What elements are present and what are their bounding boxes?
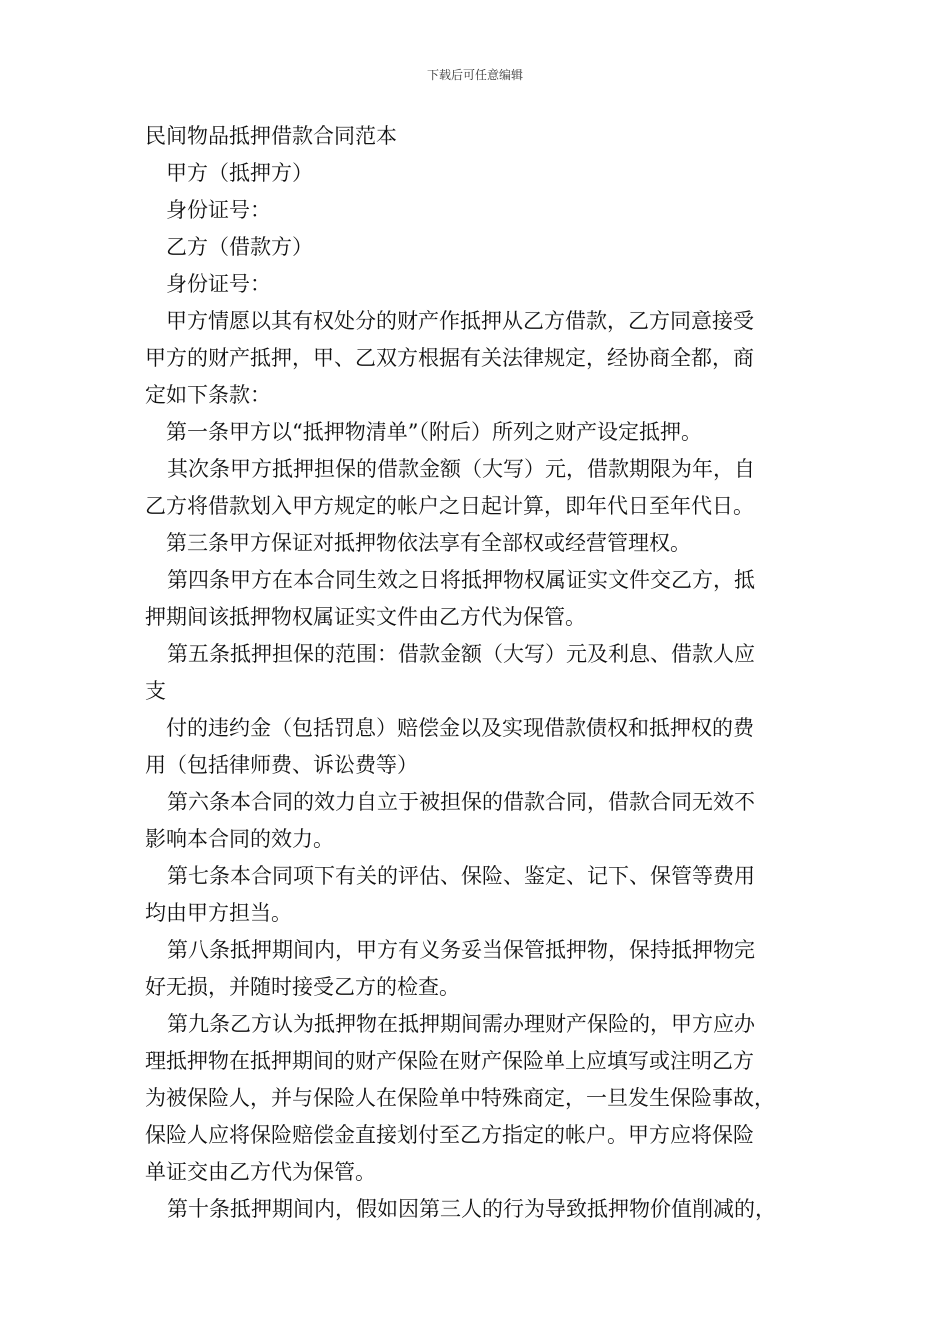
party-a-line: 甲方（抵押方） [166, 161, 313, 185]
article-7-line-2: 均由甲方担当。 [145, 901, 292, 925]
preamble-line-1: 甲方情愿以其有权处分的财产作抵押从乙方借款，乙方同意接受 [166, 309, 754, 333]
preamble-line-3: 定如下条款： [145, 383, 271, 407]
article-2-line-2: 乙方将借款划入甲方规定的帐户之日起计算，即年代日至年代日。 [145, 494, 754, 518]
article-4-line-2: 押期间该抵押物权属证实文件由乙方代为保管。 [145, 605, 586, 629]
preamble-line-2: 甲方的财产抵押，甲、乙双方根据有关法律规定，经协商全都，商 [145, 346, 754, 370]
page-header-note: 下载后可任意编辑 [426, 68, 523, 82]
article-5-line-4: 用（包括律师费、诉讼费等） [145, 753, 418, 777]
article-5-line-1: 第五条抵押担保的范围：借款金额（大写）元及利息、借款人应 [167, 642, 755, 666]
article-7-line-1: 第七条本合同项下有关的评估、保险、鉴定、记下、保管等费用 [167, 864, 755, 888]
article-9-line-1: 第九条乙方认为抵押物在抵押期间需办理财产保险的，甲方应办 [167, 1012, 755, 1036]
document-title: 民间物品抵押借款合同范本 [145, 124, 397, 148]
party-b-line: 乙方（借款方） [166, 235, 313, 259]
party-a-id-line: 身份证号： [166, 198, 271, 222]
article-9-line-4: 保险人应将保险赔偿金直接划付至乙方指定的帐户。甲方应将保险 [145, 1123, 754, 1147]
article-6-line-1: 第六条本合同的效力自立于被担保的借款合同，借款合同无效不 [167, 790, 755, 814]
article-8-line-1: 第八条抵押期间内，甲方有义务妥当保管抵押物，保持抵押物完 [167, 938, 755, 962]
article-4-line-1: 第四条甲方在本合同生效之日将抵押物权属证实文件交乙方，抵 [167, 568, 755, 592]
article-3-line-1: 第三条甲方保证对抵押物依法享有全部权或经营管理权。 [166, 531, 691, 555]
article-5-line-3: 付的违约金（包括罚息）赔偿金以及实现借款债权和抵押权的费 [166, 716, 754, 740]
party-b-id-line: 身份证号： [166, 272, 271, 296]
article-5-line-2: 支 [145, 679, 166, 703]
article-2-line-1: 其次条甲方抵押担保的借款金额（大写）元，借款期限为年，自 [167, 457, 755, 481]
article-1-line-1: 第一条甲方以“抵押物清单”（附后）所列之财产设定抵押。 [166, 420, 702, 444]
article-6-line-2: 影响本合同的效力。 [145, 827, 334, 851]
document-body [145, 118, 813, 1228]
article-8-line-2: 好无损，并随时接受乙方的检查。 [145, 975, 460, 999]
article-9-line-2: 理抵押物在抵押期间的财产保险在财产保险单上应填写或注明乙方 [145, 1049, 754, 1073]
article-9-line-5: 单证交由乙方代为保管。 [145, 1160, 376, 1184]
article-9-line-3: 为被保险人，并与保险人在保险单中特殊商定，一旦发生保险事故， [145, 1086, 775, 1110]
article-10-line-1: 第十条抵押期间内，假如因第三人的行为导致抵押物价值削减的， [167, 1197, 776, 1221]
